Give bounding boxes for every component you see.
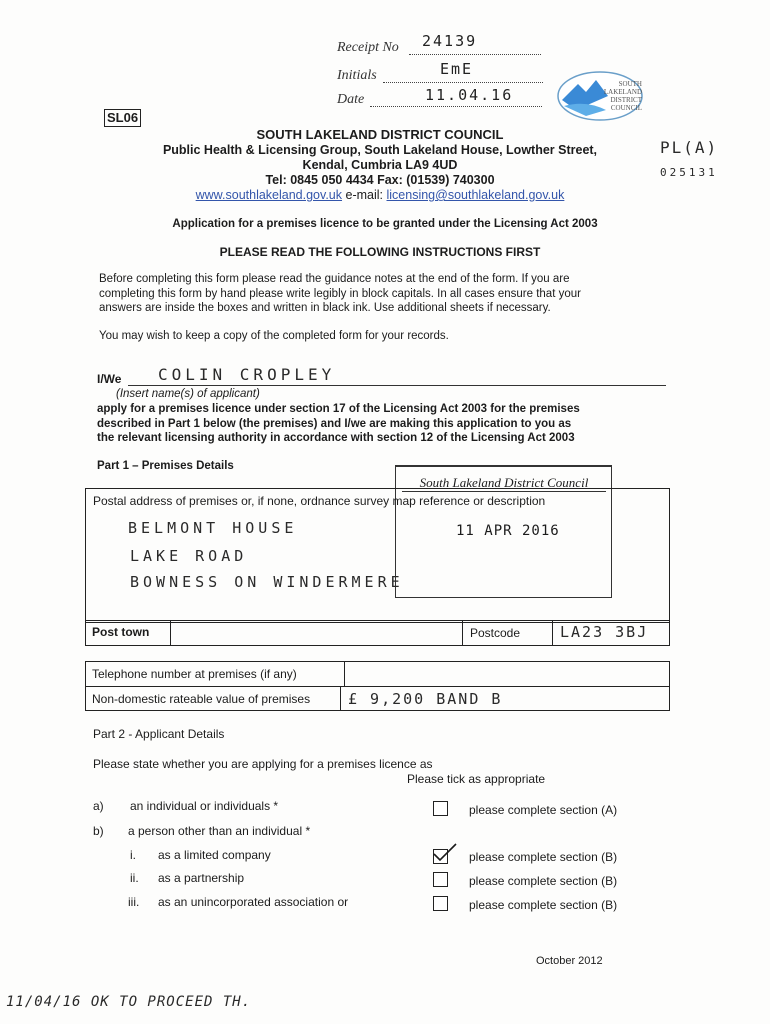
rateable-value[interactable]: £ 9,200 BAND B: [348, 690, 503, 708]
receipt-number-label: Receipt No: [337, 40, 399, 55]
option-b1-text: as a limited company: [158, 848, 271, 862]
margin-note-reference: PL(A): [660, 138, 719, 157]
post-town-input[interactable]: [171, 621, 462, 645]
address-line3[interactable]: BOWNESS ON WINDERMERE: [130, 573, 404, 591]
applicant-statement-line2: described in Part 1 below (the premises) and I/we are making this application to you as: [97, 418, 572, 430]
telephone-label: Telephone number at premises (if any): [92, 667, 297, 681]
initials-line: [383, 80, 543, 83]
council-website-link[interactable]: www.southlakeland.gov.uk: [195, 188, 343, 202]
email-label: e-mail:: [345, 188, 384, 202]
option-a-note: please complete section (A): [469, 803, 618, 817]
council-logo-text: SOUTH LAKELAND DISTRICT COUNCIL: [603, 80, 642, 112]
applicant-name-hint: (Insert name(s) of applicant): [116, 388, 260, 400]
receipt-number-line: [409, 52, 541, 55]
initials-label: Initials: [337, 68, 377, 83]
option-b-text: a person other than an individual *: [128, 824, 311, 838]
applicant-statement-line1: apply for a premises licence under section 17 of the Licensing Act 2003 for the premises: [97, 403, 580, 415]
council-logo: [556, 70, 644, 122]
council-address-line2: Kendal, Cumbria LA9 4UD: [302, 158, 458, 172]
rateable-divider: [340, 686, 341, 710]
address-line2[interactable]: LAKE ROAD: [130, 547, 248, 565]
option-a-marker: a): [93, 799, 104, 813]
date-line: [370, 104, 542, 107]
option-b1-note: please complete section (B): [469, 850, 618, 864]
post-town-row: [85, 620, 670, 646]
council-contact-numbers: Tel: 0845 050 4434 Fax: (01539) 740300: [265, 173, 495, 187]
instructions-line3: answers are inside the boxes and written in black ink. Use additional sheets if necessary.: [99, 302, 551, 314]
instructions-title: PLEASE READ THE FOLLOWING INSTRUCTIONS FIRST: [219, 245, 541, 259]
part1-title: Part 1 – Premises Details: [97, 460, 234, 472]
tick-hint: Please tick as appropriate: [407, 772, 546, 786]
instructions-line1: Before completing this form please read the guidance notes at the end of the form. If you are: [99, 273, 570, 285]
initials-value: EmE: [440, 60, 474, 78]
option-b2-checkbox[interactable]: [433, 872, 448, 887]
date-label: Date: [337, 92, 365, 107]
stamp-date: 11 APR 2016: [456, 523, 560, 539]
telephone-input[interactable]: [345, 662, 669, 686]
option-b2-marker: ii.: [130, 871, 139, 885]
postcode-divider: [552, 621, 553, 645]
option-b3-marker: iii.: [128, 895, 140, 909]
option-b2-text: as a partnership: [158, 871, 245, 885]
applicant-name-value[interactable]: COLIN CROPLEY: [158, 365, 336, 384]
receipt-number-value: 24139: [422, 32, 478, 50]
application-title: Application for a premises licence to be granted under the Licensing Act 2003: [172, 218, 598, 230]
post-town-label: Post town: [92, 625, 150, 639]
council-address-line1: Public Health & Licensing Group, South Lakeland House, Lowther Street,: [162, 143, 598, 157]
form-version-date: October 2012: [536, 955, 603, 967]
option-b3-text: as an unincorporated association or: [158, 895, 349, 909]
option-a-text: an individual or individuals *: [130, 799, 279, 813]
part2-question: Please state whether you are applying for a premises licence as: [93, 757, 433, 771]
checkmark-icon: [431, 842, 459, 864]
applicant-statement-line3: the relevant licensing authority in accordance with section 12 of the Licensing Act 2003: [97, 432, 575, 444]
postcode-label: Postcode: [470, 626, 521, 640]
instructions-records: You may wish to keep a copy of the completed form for your records.: [99, 330, 449, 342]
postcode-divider-left: [462, 621, 463, 645]
council-web-contacts: [100, 188, 660, 202]
form-code-badge: SL06: [104, 109, 141, 127]
applicant-label: I/We: [97, 372, 122, 386]
part2-title: Part 2 - Applicant Details: [93, 727, 225, 741]
option-b1-marker: i.: [130, 848, 136, 862]
postal-address-label: Postal address of premises or, if none, ordnance survey map reference or description: [93, 494, 546, 508]
premises-info-table: [85, 661, 670, 711]
council-email-link[interactable]: licensing@southlakeland.gov.uk: [386, 188, 565, 202]
margin-note-number: 025131: [660, 166, 718, 179]
option-b2-note: please complete section (B): [469, 874, 618, 888]
option-b-marker: b): [93, 824, 104, 838]
instructions-line2: completing this form by hand please write legibly in block capitals. In all cases ensure that your: [99, 288, 581, 300]
stamp-council-name: South Lakeland District Council: [402, 475, 606, 492]
address-line1[interactable]: BELMONT HOUSE: [128, 519, 298, 537]
option-b3-note: please complete section (B): [469, 898, 618, 912]
premises-info-divider: [86, 686, 669, 687]
rateable-value-label: Non-domestic rateable value of premises: [92, 692, 311, 706]
option-a-checkbox[interactable]: [433, 801, 448, 816]
applicant-name-line: [128, 385, 666, 386]
postal-address-box[interactable]: [85, 488, 670, 623]
postcode-value[interactable]: LA23 3BJ: [560, 623, 649, 641]
handwritten-approval-note: 11/04/16 OK TO PROCEED TH.: [6, 994, 252, 1010]
date-value: 11.04.16: [425, 86, 514, 104]
option-b1-checkbox[interactable]: [433, 849, 448, 864]
option-b3-checkbox[interactable]: [433, 896, 448, 911]
council-heading: SOUTH LAKELAND DISTRICT COUNCIL: [256, 127, 504, 142]
